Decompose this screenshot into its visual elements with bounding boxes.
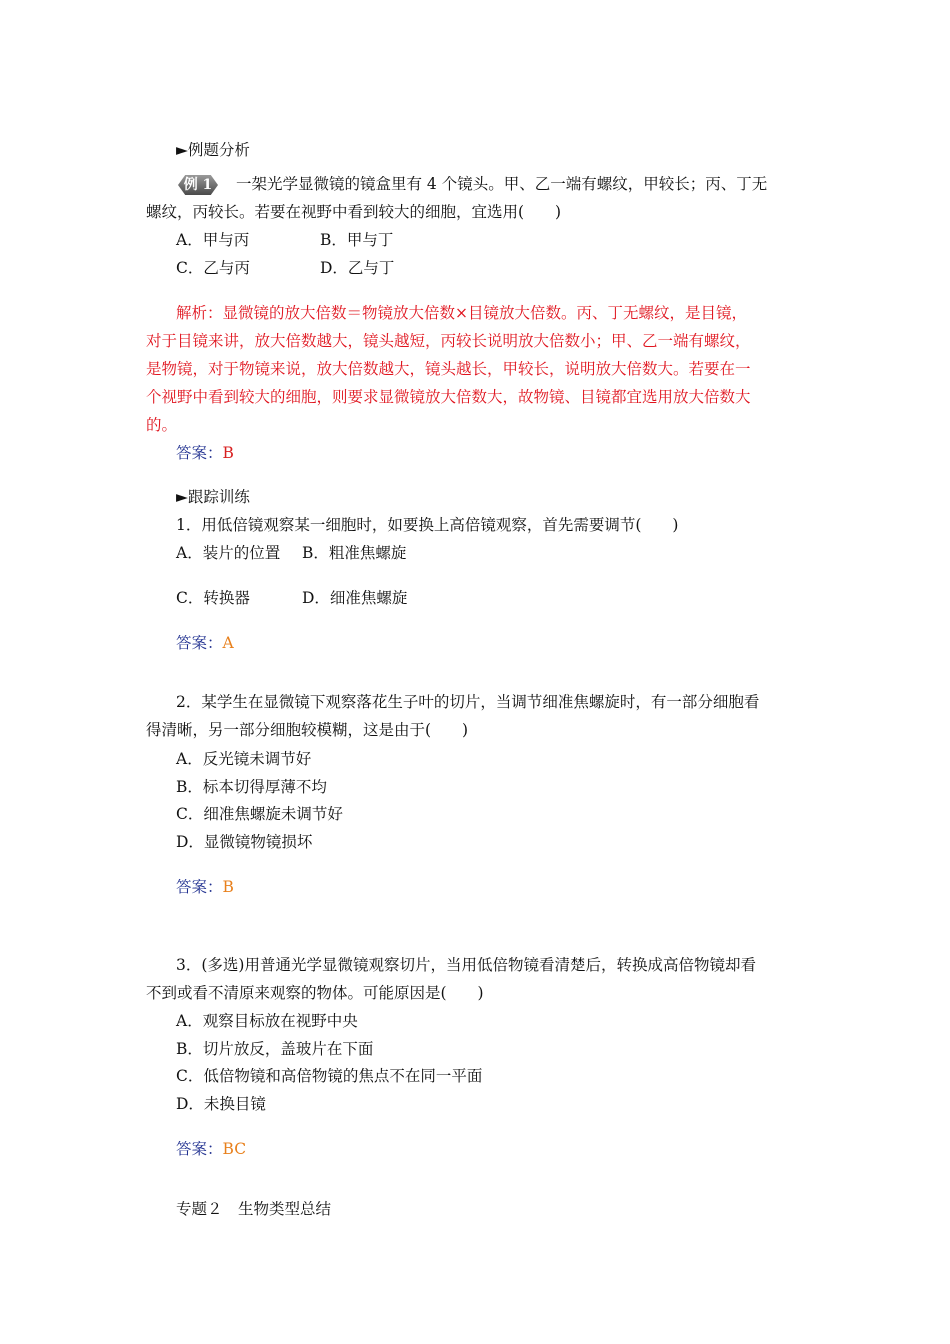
example-option-c: C．乙与丙: [176, 259, 250, 277]
q3-answer-label: 答案：: [176, 1140, 223, 1158]
q2-answer: [176, 877, 234, 897]
analysis-line-4: 个视野中看到较大的细胞，则要求显微镜放大倍数大，故物镜、目镜都宜选用放大倍数大: [146, 388, 751, 406]
example-badge-label: 例 1: [183, 177, 213, 193]
example-question-text-1: 一架光学显微镜的镜盒里有 4 个镜头。甲、乙一端有螺纹，甲较长；丙、丁无: [236, 175, 768, 193]
example-option-b: B．甲与丁: [320, 231, 394, 249]
analysis-line-1: 解析：显微镜的放大倍数＝物镜放大倍数×目镜放大倍数。丙、丁无螺纹，是目镜，: [176, 304, 747, 322]
q1-option-a: A．装片的位置: [176, 544, 281, 562]
q2-stem-line-2: 得清晰，另一部分细胞较模糊，这是由于( ): [146, 721, 469, 739]
example-question-line-1: [176, 174, 767, 195]
example-answer-value: B: [222, 444, 234, 462]
q1-option-d: D．细准焦螺旋: [302, 589, 408, 607]
analysis-line-3: 是物镜，对于物镜来说，放大倍数越大，镜头越长，甲较长，说明放大倍数大。若要在一: [146, 360, 751, 378]
example-answer-label: 答案：: [176, 444, 223, 462]
example-option-a: A．甲与丙: [176, 231, 250, 249]
analysis-line-5: 的。: [146, 416, 178, 434]
q2-stem-line-1: 2．某学生在显微镜下观察落花生子叶的切片，当调节细准焦螺旋时，有一部分细胞看: [176, 693, 760, 711]
example-answer: [176, 443, 234, 463]
q3-option-a: A．观察目标放在视野中央: [176, 1012, 358, 1030]
q1-option-c: C．转换器: [176, 589, 250, 607]
q2-option-b: B．标本切得厚薄不均: [176, 778, 327, 796]
example-section-title: ►例题分析: [176, 141, 250, 159]
example-question-line-2: 螺纹，丙较长。若要在视野中看到较大的细胞，宜选用( ): [146, 203, 562, 221]
training-section-title: ►跟踪训练: [176, 488, 250, 506]
q1-option-b: B．粗准焦螺旋: [302, 544, 407, 562]
q2-answer-label: 答案：: [176, 878, 223, 896]
analysis-line-2: 对于目镜来讲，放大倍数越大，镜头越短，丙较长说明放大倍数小；甲、乙一端有螺纹，: [146, 332, 751, 350]
q3-option-c: C．低倍物镜和高倍物镜的焦点不在同一平面: [176, 1067, 483, 1085]
q2-option-c: C．细准焦螺旋未调节好: [176, 805, 343, 823]
q3-answer: [176, 1139, 246, 1159]
q1-stem: 1．用低倍镜观察某一细胞时，如要换上高倍镜观察，首先需要调节( ): [176, 516, 679, 534]
q3-answer-value: BC: [222, 1140, 247, 1158]
topic-heading: 专题２ 生物类型总结: [176, 1200, 332, 1218]
example-option-d: D．乙与丁: [320, 259, 395, 277]
q2-answer-value: B: [222, 878, 234, 896]
q3-stem-line-1: 3．(多选)用普通光学显微镜观察切片，当用低倍物镜看清楚后，转换成高倍物镜却看: [176, 956, 756, 974]
q3-option-b: B．切片放反，盖玻片在下面: [176, 1040, 374, 1058]
q1-answer-value: A: [222, 634, 234, 652]
q3-stem-line-2: 不到或看不清原来观察的物体。可能原因是( ): [146, 984, 484, 1002]
q2-option-a: A．反光镜未调节好: [176, 750, 312, 768]
example-badge-icon: [176, 175, 220, 195]
q3-option-d: D．未换目镜: [176, 1095, 266, 1113]
q1-answer: [176, 633, 234, 653]
q1-answer-label: 答案：: [176, 634, 223, 652]
q2-option-d: D．显微镜物镜损坏: [176, 833, 313, 851]
